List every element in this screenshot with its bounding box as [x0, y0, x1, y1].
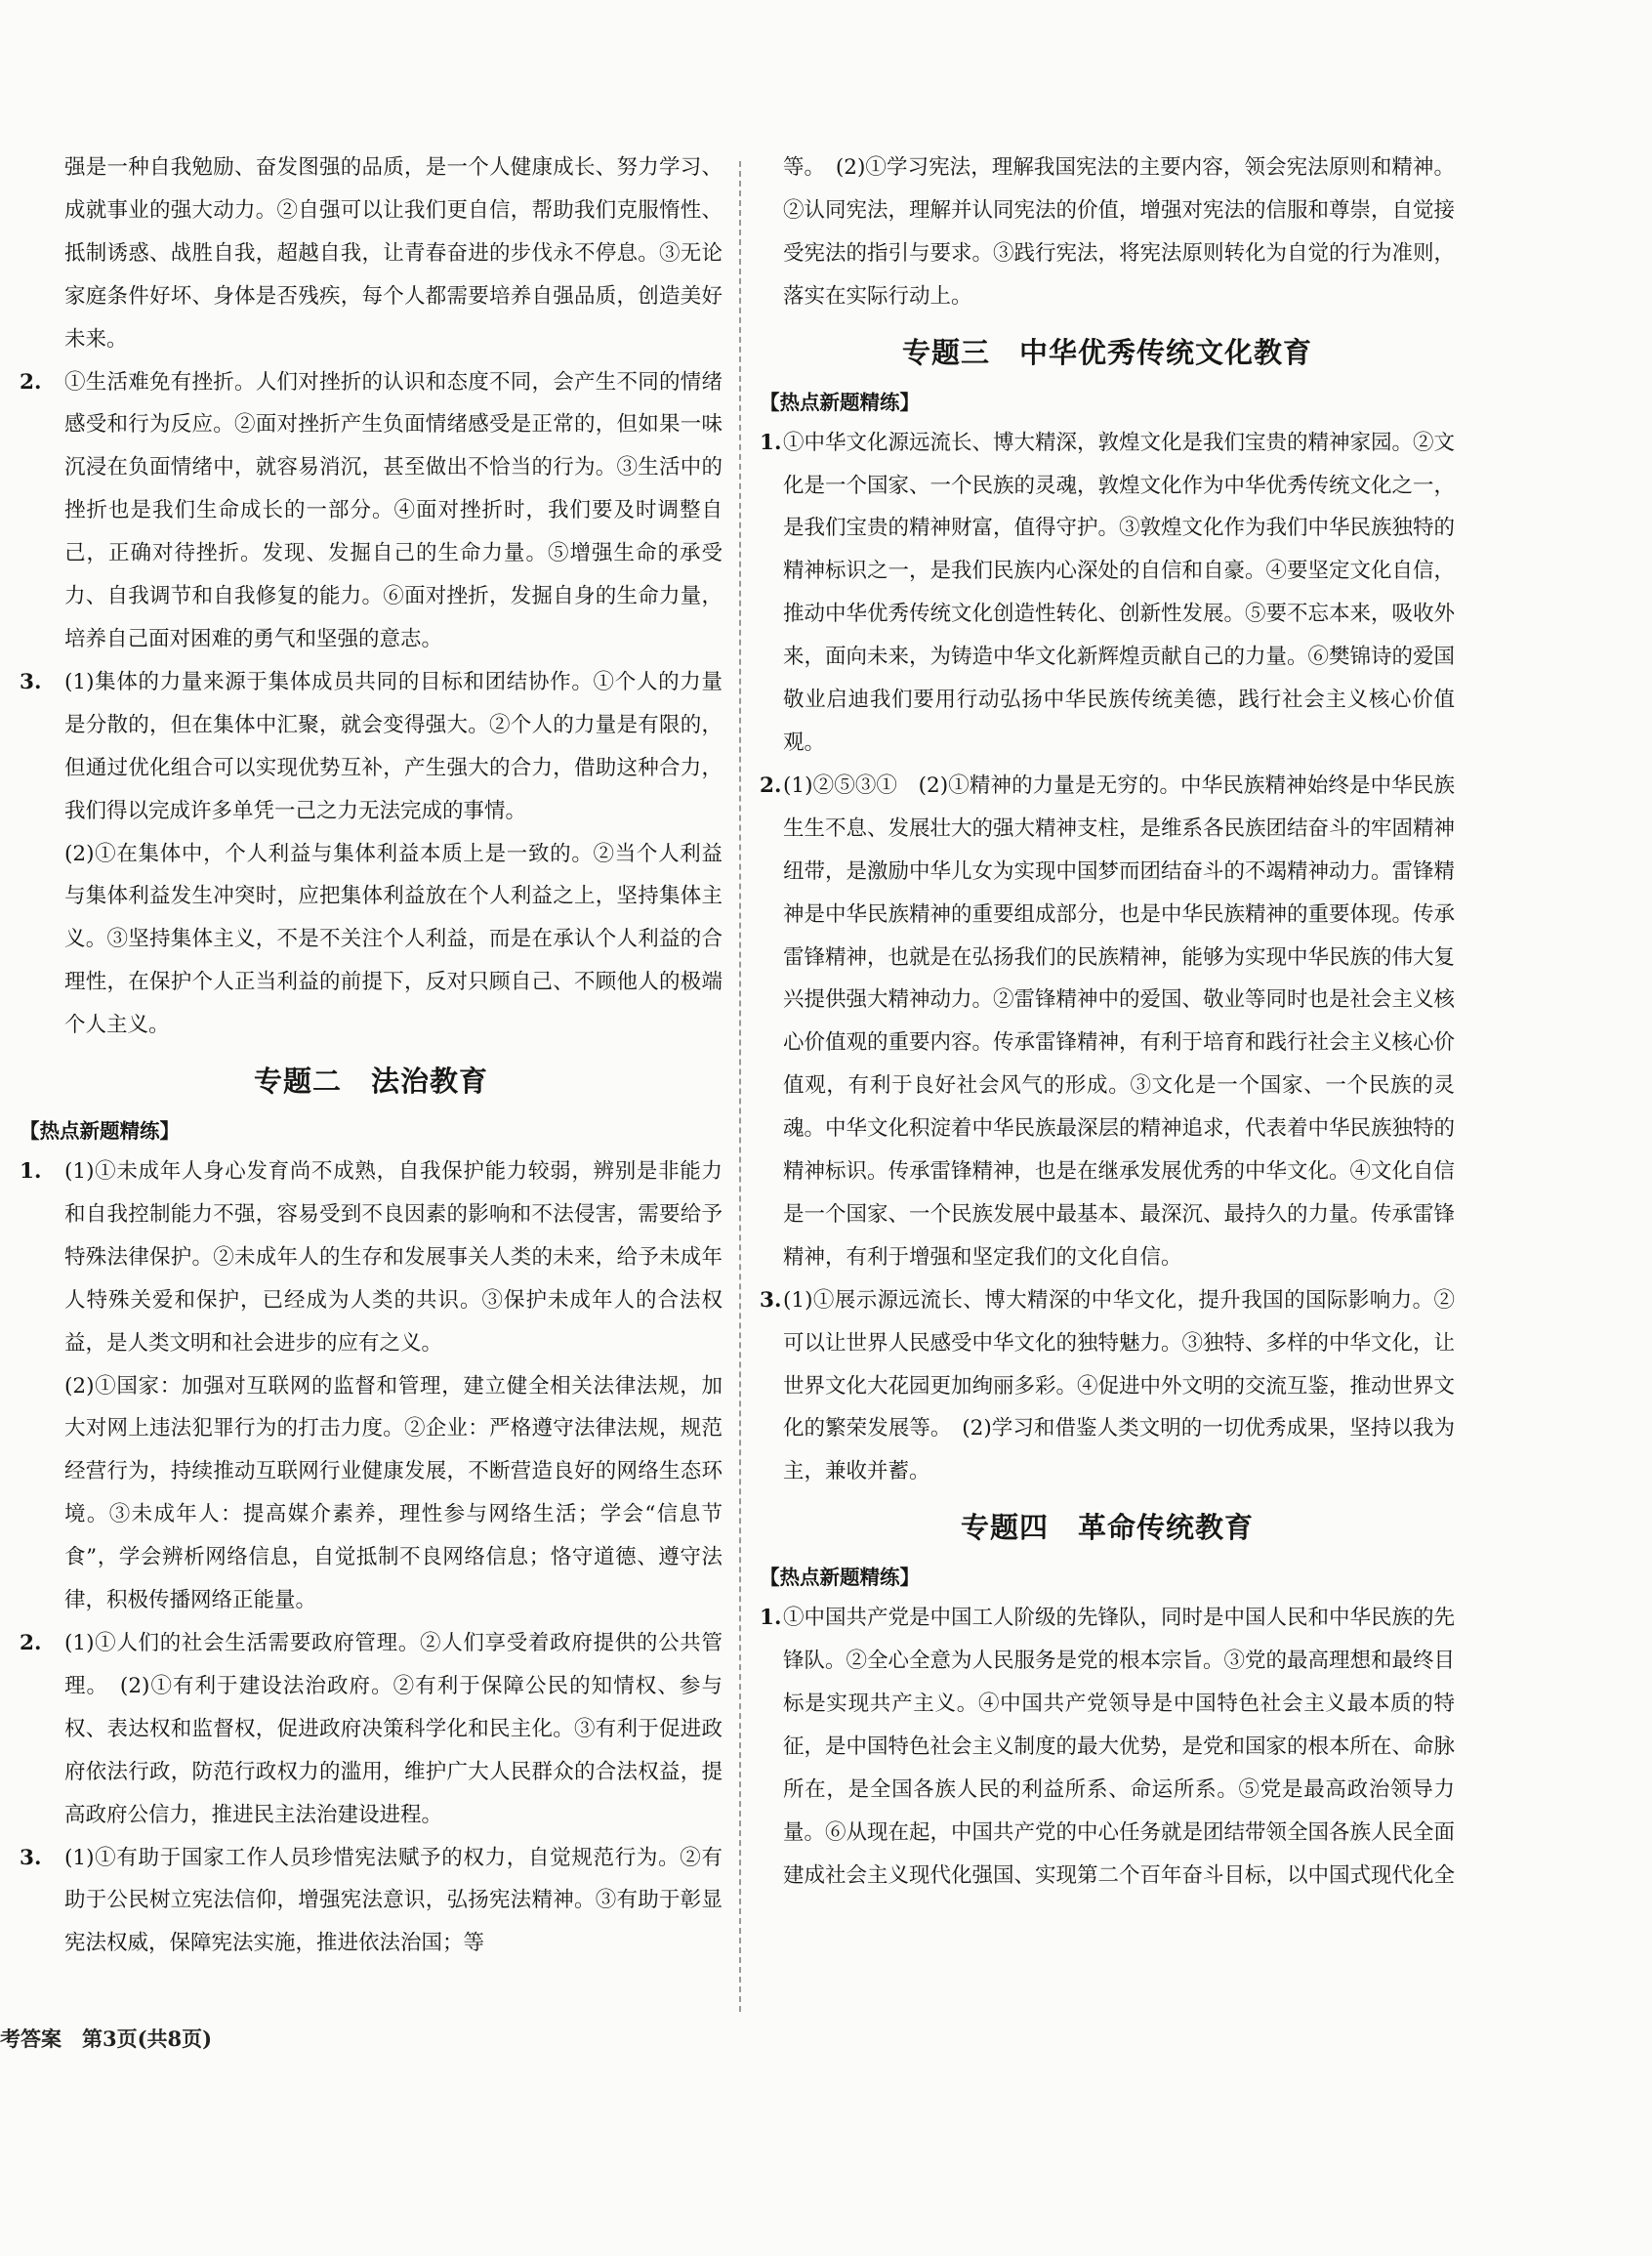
answer-item [20, 1622, 723, 1837]
left-column [20, 146, 723, 1965]
paragraph: (2)①在集体中，个人利益与集体利益本质上是一致的。②当个人利益与集体利益发生冲突时，应把集体利益放在个人利益之上，坚持集体主义。③坚持集体主义，不是不关注个人利益，而是在承认个人利益的合理性，在保护个人正当利益的前提下，反对只顾自己、不顾他人的极端个人主义。 [64, 841, 723, 1038]
item-number: 2. [20, 1631, 42, 1655]
paragraph: (1)集体的力量来源于集体成员共同的目标和团结协作。①个人的力量是分散的，但在集体中汇聚，就会变得强大。②个人的力量是有限的，但通过优化组合可以实现优势互补，产生强大的合力，借助这种合力，我们得以完成许多单凭一己之力无法完成的事情。 [64, 669, 723, 823]
right-column [760, 146, 1455, 1898]
paragraph: (1)①未成年人身心发育尚不成熟，自我保护能力较弱，辨别是非能力和自我控制能力不强，容易受到不良因素的影响和不法侵害，需要给予特殊法律保护。②未成年人的生存和发展事关人类的未来，给予未成年人特殊关爱和保护，已经成为人类的共识。③保护未成年人的合法权益，是人类文明和社会进步的应有之义。 [64, 1159, 723, 1356]
answer-item [760, 1279, 1455, 1494]
answer-item [20, 1150, 723, 1622]
section-title-topic2: 专题二 法治教育 [253, 1065, 488, 1099]
section-tag: 【热点新题精练】 [760, 1566, 920, 1590]
paragraph: (2)①国家：加强对互联网的监督和管理，建立健全相关法律法规，加大对网上违法犯罪行为的打击力度。②企业：严格遵守法律法规，规范经营行为，持续推动互联网行业健康发展，不断营造良好的网络生态环境。③未成年人：提高媒介素养，理性参与网络生活；学会“信息节食”，学会辨析网络信息，自觉抵制不良网络信息；恪守道德、遵守法律，积极传播网络正能量。 [64, 1373, 723, 1613]
item-number: 2. [20, 369, 42, 395]
page-footer: 考答案 第3页(共8页) [0, 2026, 213, 2051]
paragraph: (1)②⑤③① (2)①精神的力量是无穷的。中华民族精神始终是中华民族生生不息、发展壮大的强大精神支柱，是维系各民族团结奋斗的牢固精神纽带，是激励中华儿女为实现中国梦而团结奋斗的不竭精神动力。雷锋精神是中华民族精神的重要组成部分，也是中华民族精神的重要体现。传承雷锋精神，也就是在弘扬我们的民族精神，能够为实现中华民族的伟大复兴提供强大精神动力。②雷锋精神中的爱国、敬业等同时也是社会主义核心价值观的重要内容。传承雷锋精神，有利于培育和践行社会主义核心价值观，有利于良好社会风气的形成。③文化是一个国家、一个民族的灵魂。中华文化积淀着中华民族最深层的精神追求，代表着中华民族独特的精神标识。传承雷锋精神，也是在继承发展优秀的中华文化。④文化自信是一个国家、一个民族发展中最基本、最深沉、最持久的力量。传承雷锋精神，有利于增强和坚定我们的文化自信。 [783, 773, 1456, 1270]
section-title-topic4: 专题四 革命传统教育 [960, 1511, 1254, 1545]
item-number: 1. [760, 1606, 782, 1631]
paragraph: (1)①有助于国家工作人员珍惜宪法赋予的权力，自觉规范行为。②有助于公民树立宪法信仰，增强宪法意识，弘扬宪法精神。③有助于彰显宪法权威，保障宪法实施，推进依法治国；等 [64, 1845, 723, 1956]
answer-item [20, 1837, 723, 1966]
topic2-continued-text [760, 146, 1455, 318]
answer-item [760, 765, 1455, 1279]
section-tag: 【热点新题精练】 [20, 1119, 180, 1144]
paragraph: (1)①人们的社会生活需要政府管理。②人们享受着政府提供的公共管理。 (2)①有利于建设法治政府。②有利于保障公民的知情权、参与权、表达权和监督权，促进政府决策科学化和民主化。③有利于促进政府依法行政，防范行政权力的滥用，维护广大人民群众的合法权益，提高政府公信力，推进民主法治建设进程。 [64, 1631, 723, 1827]
paragraph: 等。 (2)①学习宪法，理解我国宪法的主要内容，领会宪法原则和精神。②认同宪法，理解并认同宪法的价值，增强对宪法的信服和尊崇，自觉接受宪法的指引与要求。③践行宪法，将宪法原则转化为自觉的行为准则，落实在实际行动上。 [783, 155, 1456, 309]
paragraph: 强是一种自我勉励、奋发图强的品质，是一个人健康成长、努力学习、成就事业的强大动力。②自强可以让我们更自信，帮助我们克服惰性、抵制诱惑、战胜自我，超越自我，让青春奋进的步伐永不停息。③无论家庭条件好坏、身体是否残疾，每个人都需要培养自强品质，创造美好未来。 [64, 155, 723, 352]
item-number: 2. [760, 773, 782, 798]
section-title-topic3: 专题三 中华优秀传统文化教育 [901, 335, 1312, 369]
item-number: 3. [20, 1845, 42, 1870]
topic1-continued-text [20, 146, 723, 361]
paragraph: ①中国共产党是中国工人阶级的先锋队，同时是中国人民和中华民族的先锋队。②全心全意为人民服务是党的根本宗旨。③党的最高理想和最终目标是实现共产主义。④中国共产党领导是中国特色社会主义最本质的特征，是中国特色社会主义制度的最大优势，是党和国家的根本所在、命脉所在，是全国各族人民的利益所系、命运所系。⑤党是最高政治领导力量。⑥从现在起，中国共产党的中心任务就是团结带领全国各族人民全面建成社会主义现代化强国、实现第二个百年奋斗目标，以中国式现代化全 [783, 1606, 1456, 1888]
item-number: 3. [20, 669, 42, 694]
answer-item [20, 661, 723, 1047]
paragraph: ①中华文化源远流长、博大精深，敦煌文化是我们宝贵的精神家园。②文化是一个国家、一个民族的灵魂，敦煌文化作为中华优秀传统文化之一，是我们宝贵的精神财富，值得守护。③敦煌文化作为我们中华民族独特的精神标识之一，是我们民族内心深处的自信和自豪。④要坚定文化自信，推动中华优秀传统文化创造性转化、创新性发展。⑤要不忘本来，吸收外来，面向未来，为铸造中华文化新辉煌贡献自己的力量。⑥樊锦诗的爱国敬业启迪我们要用行动弘扬中华民族传统美德，践行社会主义核心价值观。 [783, 430, 1456, 755]
paragraph: (1)①展示源远流长、博大精深的中华文化，提升我国的国际影响力。②可以让世界人民感受中华文化的独特魅力。③独特、多样的中华文化，让世界文化大花园更加绚丽多彩。④促进中外文明的交流互鉴，推动世界文化的繁荣发展等。 (2)学习和借鉴人类文明的一切优秀成果，坚持以我为主，兼收并蓄。 [783, 1287, 1456, 1484]
column-divider [739, 161, 741, 2012]
item-number: 1. [760, 430, 782, 455]
item-number: 1. [20, 1159, 42, 1185]
paragraph: ①生活难免有挫折。人们对挫折的认识和态度不同，会产生不同的情绪感受和行为反应。②面对挫折产生负面情绪感受是正常的，但如果一味沉浸在负面情绪中，就容易消沉，甚至做出不恰当的行为。③生活中的挫折也是我们生命成长的一部分。④面对挫折时，我们要及时调整自己，正确对待挫折。发现、发掘自己的生命力量。⑤增强生命的承受力、自我调节和自我修复的能力。⑥面对挫折，发掘自身的生命力量，培养自己面对困难的勇气和坚强的意志。 [64, 369, 723, 651]
item-number: 3. [760, 1287, 782, 1313]
answer-item [760, 422, 1455, 765]
answer-item [760, 1597, 1455, 1897]
answer-item [20, 361, 723, 661]
section-tag: 【热点新题精练】 [760, 390, 920, 414]
